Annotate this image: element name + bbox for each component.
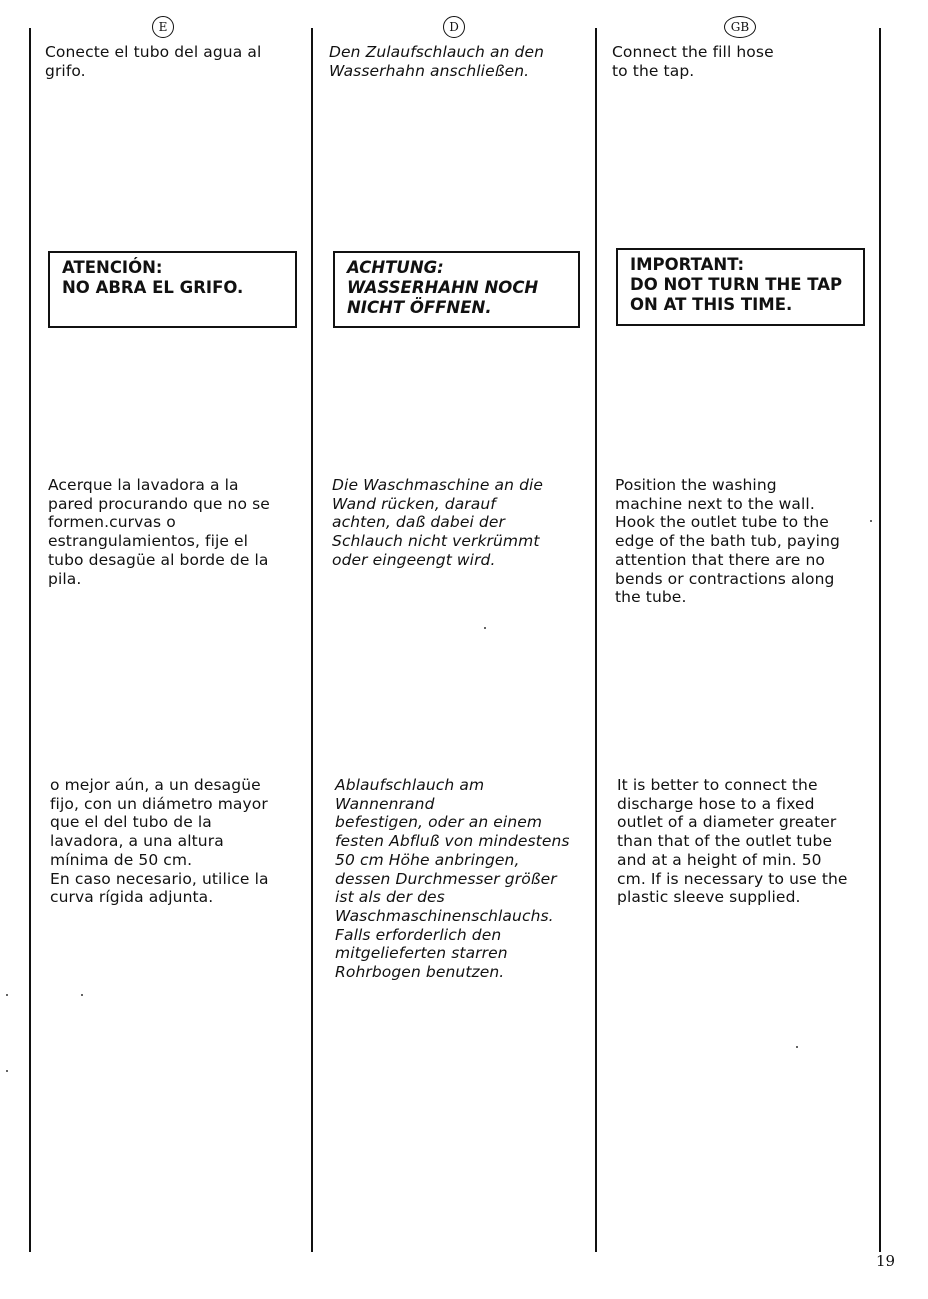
language-badge-gb: GB [724, 16, 756, 38]
warning-box: IMPORTANT: DO NOT TURN THE TAP ON AT THIS TIME. [616, 248, 865, 326]
instruction-connect-hose: Den Zulaufschlauch an den Wasserhahn anschließen. [329, 43, 545, 80]
page-number: 19 [876, 1252, 896, 1270]
instruction-position-machine: Position the washing machine next to the wall. Hook the outlet tube to the edge of the bath tub, paying attention that there are no bends or contractions along the tube. [615, 476, 840, 607]
instruction-fixed-outlet: Ablaufschlauch am Wannenrand befestigen, oder an einem festen Abfluß von mindestens 50 cm Höhe anbringen, dessen Durchmesser größer ist als der des Waschmaschinenschlauchs. Falls erforderlich den mitgelieferten starren Rohrbogen benutzen. [335, 776, 570, 982]
scan-speck [796, 1046, 798, 1048]
instruction-position-machine: Acerque la lavadora a la pared procurando que no se formen.curvas o estrangulamientos, fije el tubo desagüe al borde de la pila. [48, 476, 270, 588]
language-badge-d: D [443, 16, 465, 38]
language-badge-e: E [152, 16, 174, 38]
column-divider-right [879, 28, 881, 1252]
warning-box: ATENCIÓN: NO ABRA EL GRIFO. [48, 251, 297, 328]
instruction-position-machine: Die Waschmaschine an die Wand rücken, darauf achten, daß dabei der Schlauch nicht verkrümmt oder eingeengt wird. [332, 476, 544, 569]
scan-speck [81, 994, 83, 996]
instruction-fixed-outlet: o mejor aún, a un desagüe fijo, con un diámetro mayor que el del tubo de la lavadora, a una altura mínima de 50 cm. En caso necesario, utilice la curva rígida adjunta. [50, 776, 269, 907]
instruction-connect-hose: Connect the fill hose to the tap. [612, 43, 774, 80]
scan-speck [6, 1070, 8, 1072]
warning-box: ACHTUNG: WASSERHAHN NOCH NICHT ÖFFNEN. [333, 251, 580, 328]
scan-speck [6, 994, 8, 996]
instruction-fixed-outlet: It is better to connect the discharge hose to a fixed outlet of a diameter greater than that of the outlet tube and at a height of min. 50 cm. If is necessary to use the plastic sleeve supplied. [617, 776, 848, 907]
scan-speck [870, 520, 872, 522]
instruction-connect-hose: Conecte el tubo del agua al grifo. [45, 43, 262, 80]
scan-speck [484, 627, 486, 629]
